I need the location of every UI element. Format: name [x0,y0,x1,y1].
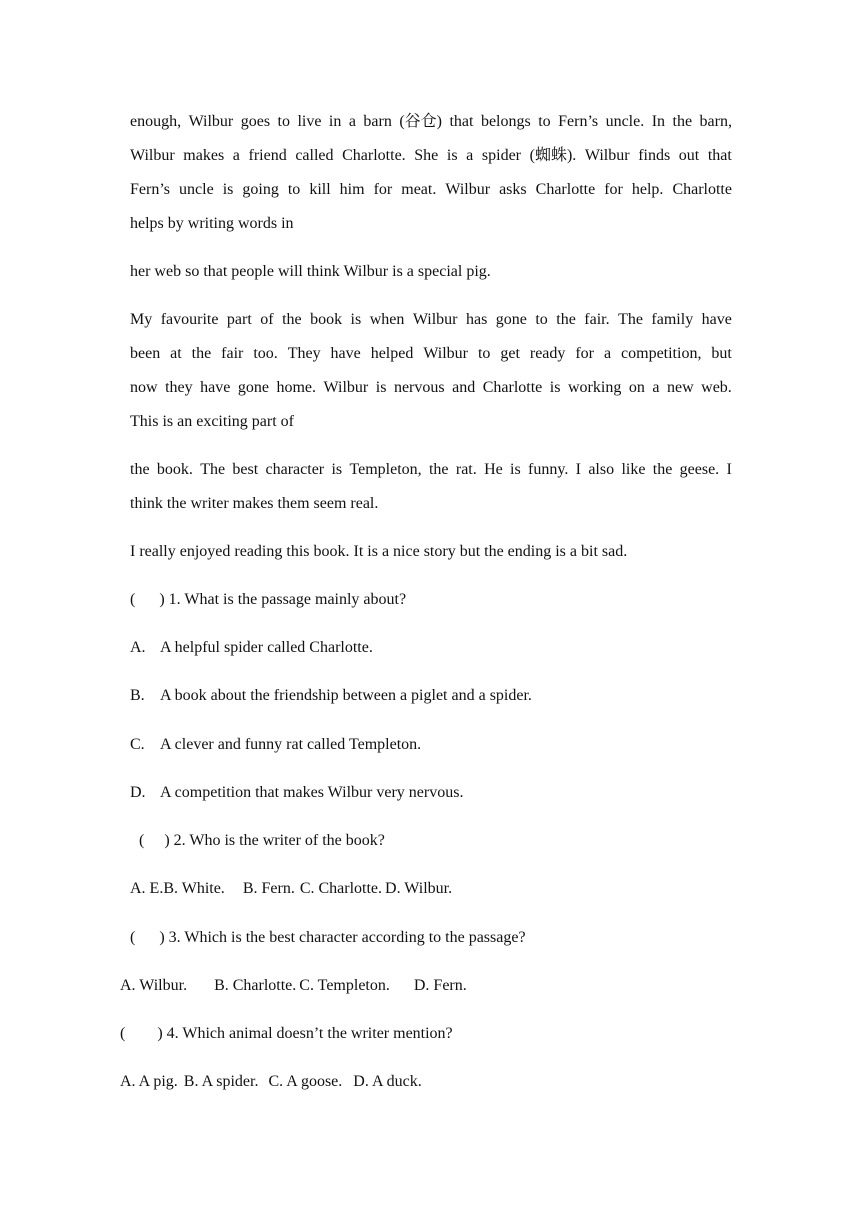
option-c: C. Templeton. [299,977,390,994]
passage-line [130,112,732,132]
word: for [604,181,623,198]
option-text: A book about the friendship between a piglet and a spider. [160,687,532,704]
word: for [575,345,594,362]
option-a: A. A pig. [120,1073,178,1090]
passage-line: her web so that people will think Wilbur is a special pig. [130,263,491,280]
word: too. [253,345,278,362]
word: live [297,113,322,130]
option-text: A helpful spider called Charlotte. [160,639,373,656]
word: family [651,311,694,328]
word: Wilbur [323,379,369,396]
option-a: A. Wilbur. [120,977,188,994]
option-b: B. Fern. [242,880,295,897]
word: the [191,345,212,362]
word: They [287,345,321,362]
word: rat. [455,461,477,478]
word: favourite [160,311,219,328]
word: Charlotte [535,181,596,198]
question-1-option-c [130,735,421,755]
word: She [414,147,439,164]
option-d: D. Wilbur. [385,880,453,897]
word: going [242,181,279,198]
word: Charlotte [672,181,732,198]
word: to [535,311,548,328]
word: part [226,311,252,328]
passage-line: I really enjoyed reading this book. It is a nice story but the ending is a bit sad. [130,543,628,560]
word: of [260,311,274,328]
word: finds [638,147,671,164]
word: In [651,113,666,130]
word: Templeton, [349,461,422,478]
word: Wilbur [445,181,491,198]
word: I [726,461,732,478]
word: but [711,345,732,362]
word: the [282,311,302,328]
word: out [678,147,700,164]
question-1-option-d [130,783,463,803]
passage-line [130,146,732,166]
word: Wilbur [584,147,630,164]
word: a [232,147,240,164]
word: is [510,461,521,478]
word: the [652,461,673,478]
word: that [449,113,474,130]
passage-line [130,378,732,398]
word: a [652,379,660,396]
word: book [310,311,343,328]
word: is [222,181,234,198]
word: Fern’s [558,113,599,130]
word: Charlotte [482,379,543,396]
word: Wilbur [423,345,468,362]
word: book. [156,461,193,478]
option-letter: B. [130,687,145,704]
word: funny. [528,461,569,478]
word: makes [183,147,225,164]
word: the [556,311,576,328]
question-2-options [130,879,452,899]
word: Charlotte. [342,147,406,164]
word: gone [495,311,527,328]
word: is [350,311,362,328]
word: when [369,311,405,328]
word: on [628,379,645,396]
word: to [287,181,301,198]
word: asks [499,181,527,198]
word: like [621,461,646,478]
word: goes [240,113,271,130]
word: He [484,461,503,478]
word: to [277,113,290,130]
word: been [130,345,161,362]
word: gone [237,379,269,396]
word: have [200,379,231,396]
option-letter: A. [130,639,146,656]
word: Wilbur [188,113,234,130]
option-c: C. Charlotte. [299,880,383,897]
option-b: B. Charlotte. [214,977,297,994]
word: web. [701,379,732,396]
option-letter: C. [130,736,145,753]
word: geese. [679,461,720,478]
word: in [328,113,342,130]
word: is [331,461,343,478]
passage-line [130,460,732,480]
word: the [130,461,150,478]
word: is [446,147,458,164]
word: that [707,147,732,164]
question-2-stem: ( ) 2. Who is the writer of the book? [139,832,385,849]
word: a [348,113,356,130]
option-c: C. A goose. [268,1073,343,1090]
word: fair [221,345,244,362]
passage-line [130,310,732,330]
word: spider [481,147,521,164]
word: I [575,461,581,478]
word: barn, [699,113,732,130]
word: a [603,345,612,362]
word: nervous [393,379,445,396]
word: uncle [179,181,214,198]
option-d: D. Fern. [413,977,467,994]
word: is [375,379,387,396]
word: new [666,379,694,396]
word: The [618,311,643,328]
option-text: A competition that makes Wilbur very nervous. [160,784,464,801]
word: working [567,379,622,396]
option-letter: D. [130,784,146,801]
word: is [549,379,561,396]
word: the [672,113,693,130]
word: help. [631,181,664,198]
word: best [232,461,259,478]
word: get [500,345,520,362]
word: Wilbur [412,311,458,328]
word: competition, [621,345,702,362]
word: and [452,379,476,396]
word: character [265,461,325,478]
word: (蜘蛛). [529,147,577,164]
word: for [373,181,393,198]
word: has [465,311,488,328]
passage-line [130,180,732,200]
word: also [588,461,615,478]
word: ready [529,345,566,362]
word: uncle. [605,113,645,130]
option-a: A. E.B. White. [130,880,225,897]
word: have [330,345,361,362]
word: enough, [130,113,182,130]
word: they [165,379,193,396]
question-4-stem: ( ) 4. Which animal doesn’t the writer mention? [120,1025,453,1042]
word: to [538,113,551,130]
word: barn [363,113,392,130]
option-text: A clever and funny rat called Templeton. [160,736,422,753]
word: helped [370,345,414,362]
word: home. [276,379,317,396]
word: now [130,379,158,396]
word: meat. [401,181,437,198]
word: a [466,147,474,164]
word: the [428,461,449,478]
passage-line: This is an exciting part of [130,413,294,430]
word: Wilbur [130,147,175,164]
question-1-stem: ( ) 1. What is the passage mainly about? [130,591,407,608]
passage-line: helps by writing words in [130,215,294,232]
word: have [701,311,732,328]
passage-line: think the writer makes them seem real. [130,495,379,512]
word: friend [248,147,287,164]
word: Fern’s [130,181,170,198]
word: him [339,181,365,198]
word: (谷仓) [399,113,442,130]
word: at [170,345,182,362]
word: fair. [584,311,610,328]
question-1-option-a [130,638,373,658]
word: The [200,461,226,478]
option-b: B. A spider. [183,1073,259,1090]
passage-line [130,344,732,364]
word: to [477,345,491,362]
word: kill [309,181,331,198]
question-1-option-b [130,686,532,706]
question-4-options [120,1072,422,1092]
question-3-stem: ( ) 3. Which is the best character according to the passage? [130,929,526,946]
question-3-options [120,976,467,996]
word: called [295,147,334,164]
word: belongs [480,113,531,130]
option-d: D. A duck. [353,1073,422,1090]
word: My [130,311,153,328]
